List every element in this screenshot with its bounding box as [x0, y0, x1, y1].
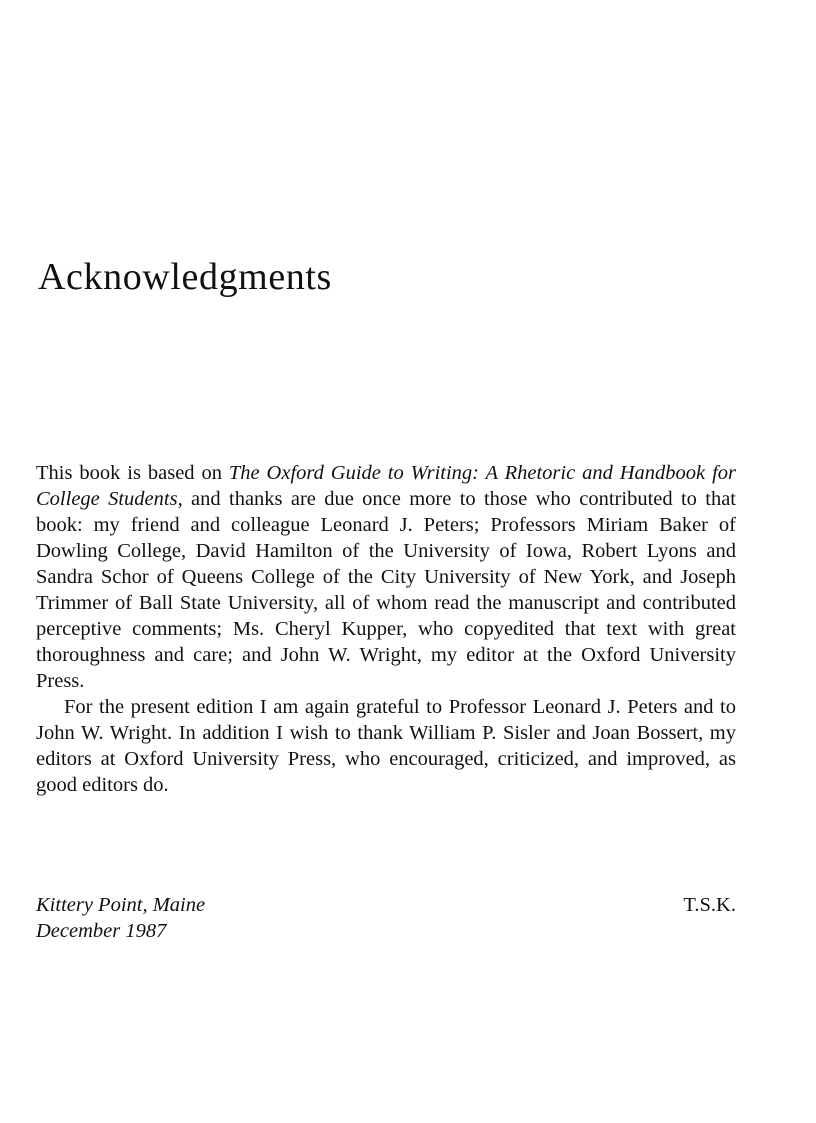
paragraph-second: For the present edition I am again grateful to Professor Leonard J. Peters and to John W. Wright. In addition I wish to thank William P. Sisler and Joan Bossert, my editors at Oxford University Press, who encouraged, criticized, and improved, as good editors do.: [36, 696, 736, 796]
signoff-place: Kittery Point, Maine: [36, 894, 206, 916]
paragraph-first-intro: This book is based on: [36, 462, 229, 484]
signoff-block: [36, 892, 736, 944]
acknowledgments-body: [36, 460, 736, 798]
cited-book-title: The Oxford Guide to Writing: A Rhetoric and Handbook for College Students,: [36, 462, 736, 510]
paragraph-first-rest: and thanks are due once more to those who contributed to that book: my friend and colleague Leonard J. Peters; Professors Miriam Baker of Dowling College, David Hamilton of the University of Iowa, Robert Lyons and Sandra Schor of Queens College of the City University of New York, and Joseph Trimmer of Ball State University, all of whom read the manuscript and contributed perceptive comments; Ms. Cheryl Kupper, who copyedited that text with great thoroughness and care; and John W. Wright, my editor at the Oxford University Press.: [36, 488, 736, 692]
page-title: Acknowledgments: [38, 256, 332, 298]
signoff-date: December 1987: [36, 920, 167, 942]
paragraph-first: [36, 460, 736, 694]
author-initials: T.S.K.: [683, 894, 736, 916]
